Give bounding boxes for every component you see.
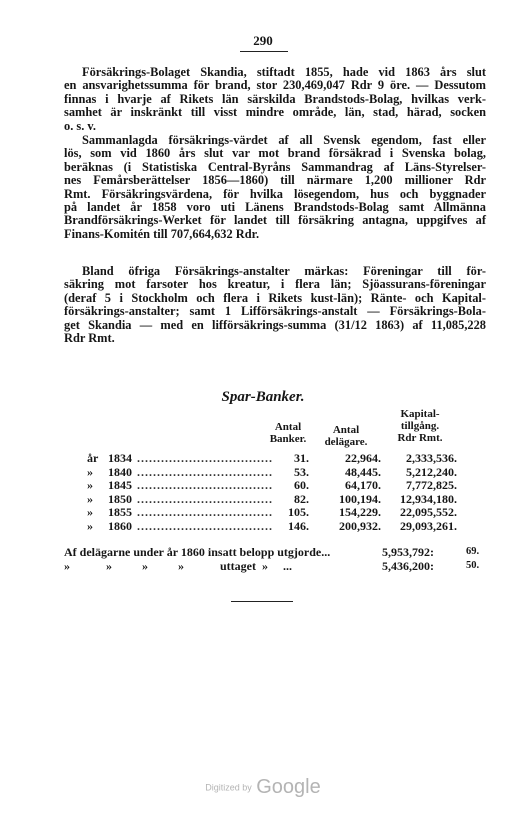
row-year: 1834 xyxy=(108,451,132,465)
ditto-mark: » xyxy=(106,559,112,573)
text-line: på landet år 1858 voro uti Länens Brandstods-Bolag samt Allmänna xyxy=(64,200,486,215)
dot-leader: .................................. xyxy=(137,519,273,533)
cell-kapital: 7,772,825. xyxy=(406,478,457,492)
top-rule xyxy=(240,51,288,52)
header-line: tillgång. xyxy=(400,420,440,432)
header-line: Antal xyxy=(274,421,302,433)
cell-banker: 146. xyxy=(288,518,309,533)
row-year: 1850 xyxy=(108,491,132,506)
table-row xyxy=(60,466,490,480)
cell-delagare: 100,194. xyxy=(339,491,381,506)
summary-row-withdrawn xyxy=(64,559,494,573)
row-year: 1855 xyxy=(108,505,132,519)
section-title: Spar-Banker. xyxy=(221,389,305,405)
cell-kapital: 22,095,552. xyxy=(400,505,457,519)
text-line: lös, som vid 1860 års slut var mot brand försäkrad i Svenska bolag, xyxy=(64,146,486,161)
text-line: Brandförsäkrings-Werket för landet till försäkring antagna, uppgifves af xyxy=(64,213,486,228)
header-line: Antal xyxy=(332,424,360,436)
dot-leader: .................................. xyxy=(137,465,273,479)
cell-banker: 82. xyxy=(294,491,309,506)
text-line: get Skandia — med en lifförsäkrings-summa (31/12 1863) af 11,085,228 xyxy=(64,317,486,332)
dot-leader: .................................. xyxy=(137,506,273,519)
text-line: finnas i hvarje af Rikets län särskilda Brandstods-Bolag, hvilkas verk- xyxy=(64,91,486,106)
cell-delagare: 22,964. xyxy=(345,451,381,465)
ditto-mark: » xyxy=(64,559,70,573)
table-row xyxy=(60,506,490,520)
cell-banker: 31. xyxy=(294,451,309,465)
text-line: försäkrings-anstalter; samt 1 Lifförsäkrings-anstalt — Försäkrings-Bola- xyxy=(64,304,486,319)
text-line: Sammanlagda försäkrings-värdet af all Svensk egendom, fast eller xyxy=(82,133,486,147)
ditto-mark: » xyxy=(262,559,268,573)
column-header-antal-banker xyxy=(262,421,314,445)
cell-delagare: 154,229. xyxy=(339,505,381,519)
paragraph-insurance-value xyxy=(64,134,486,241)
text-line: (deraf 5 i Stockholm och flera i Rikets kust-län); Ränte- och Kapital- xyxy=(64,290,486,305)
cell-kapital: 2,333,536. xyxy=(406,451,457,465)
row-prefix: » xyxy=(87,478,93,492)
summary-row-deposited xyxy=(64,545,494,559)
paragraph-other-institutions xyxy=(64,265,486,345)
summary-ore: 69. xyxy=(466,546,480,557)
summary-word: uttaget xyxy=(220,559,256,573)
ditto-mark: » xyxy=(142,559,148,573)
table-row xyxy=(60,520,490,534)
cell-delagare: 64,170. xyxy=(345,478,381,492)
text-line: samhet är inskränkt till visst mindre område, län, stad, härad, socken xyxy=(64,105,486,120)
cell-banker: 60. xyxy=(294,478,309,492)
watermark-logo-text: Google xyxy=(256,776,321,798)
column-header-kapital xyxy=(388,408,452,444)
text-line: Rmt. Försäkringsvärdena, för hvilka lösegendom, hus och byggnader xyxy=(64,186,486,201)
cell-kapital: 5,212,240. xyxy=(406,464,457,479)
summary-text: Af delägarne under år 1860 insatt belopp utgjorde... xyxy=(64,545,331,559)
column-header-antal-delagare xyxy=(318,424,374,448)
savings-bank-table xyxy=(60,452,490,533)
cell-delagare: 48,445. xyxy=(345,464,381,479)
row-prefix: » xyxy=(87,491,93,506)
text-line: beräknas (i Statistiska Central-Byråns Sammandrag af Läns-Styrelser- xyxy=(64,159,486,174)
row-year: 1860 xyxy=(108,518,132,533)
dot-leader: ... xyxy=(283,559,292,573)
dot-leader: .................................. xyxy=(137,492,273,506)
text-line: säkring mot farsoter hos kreatur, i flera län; Sjöassurans-föreningar xyxy=(64,277,486,292)
header-line: Banker. xyxy=(269,433,307,445)
cell-banker: 53. xyxy=(294,464,309,479)
summary-amount: 5,953,792: xyxy=(382,545,434,559)
paragraph-insurance-skandia xyxy=(64,66,486,133)
watermark-small-text: Digitized by xyxy=(205,782,252,793)
page-number: 290 xyxy=(253,33,273,48)
summary-ore: 50. xyxy=(466,560,480,571)
header-line: Kapital- xyxy=(400,408,440,420)
table-row xyxy=(60,479,490,493)
table-row xyxy=(60,452,490,466)
summary-amount: 5,436,200: xyxy=(382,559,434,573)
cell-delagare: 200,932. xyxy=(339,518,381,533)
row-prefix: » xyxy=(87,518,93,533)
row-prefix: år xyxy=(87,451,99,465)
summary-ditto-text xyxy=(64,559,292,573)
text-line: o. s. v. xyxy=(64,118,97,133)
text-line: Försäkrings-Bolaget Skandia, stiftadt 1855, hade vid 1863 års slut xyxy=(82,65,486,79)
dot-leader: .................................. xyxy=(137,479,273,492)
deposit-summary xyxy=(64,545,494,573)
row-prefix: » xyxy=(87,464,93,479)
dot-leader: .................................. xyxy=(137,452,273,465)
header-line: Rdr Rmt. xyxy=(397,432,443,444)
row-year: 1840 xyxy=(108,464,132,479)
row-year: 1845 xyxy=(108,478,132,492)
text-line: Finans-Komitén till 707,664,632 Rdr. xyxy=(64,226,260,241)
digitization-watermark xyxy=(0,776,526,799)
text-line: en ansvarighetssumma för brand, stor 230,469,047 Rdr 9 öre. — Dessutom xyxy=(64,78,486,93)
cell-kapital: 12,934,180. xyxy=(400,491,457,506)
bottom-rule xyxy=(231,601,293,602)
cell-kapital: 29,093,261. xyxy=(400,518,457,533)
text-line: nes Femårsberättelser 1856—1860) till närmare 1,200 millioner Rdr xyxy=(64,173,486,188)
ditto-mark: » xyxy=(178,559,184,573)
row-prefix: » xyxy=(87,505,93,519)
table-row xyxy=(60,493,490,507)
cell-banker: 105. xyxy=(288,505,309,519)
header-line: delägare. xyxy=(324,436,368,448)
text-line: Rdr Rmt. xyxy=(64,331,115,346)
text-line: Bland öfriga Försäkrings-anstalter märkas: Föreningar till för- xyxy=(82,264,486,278)
